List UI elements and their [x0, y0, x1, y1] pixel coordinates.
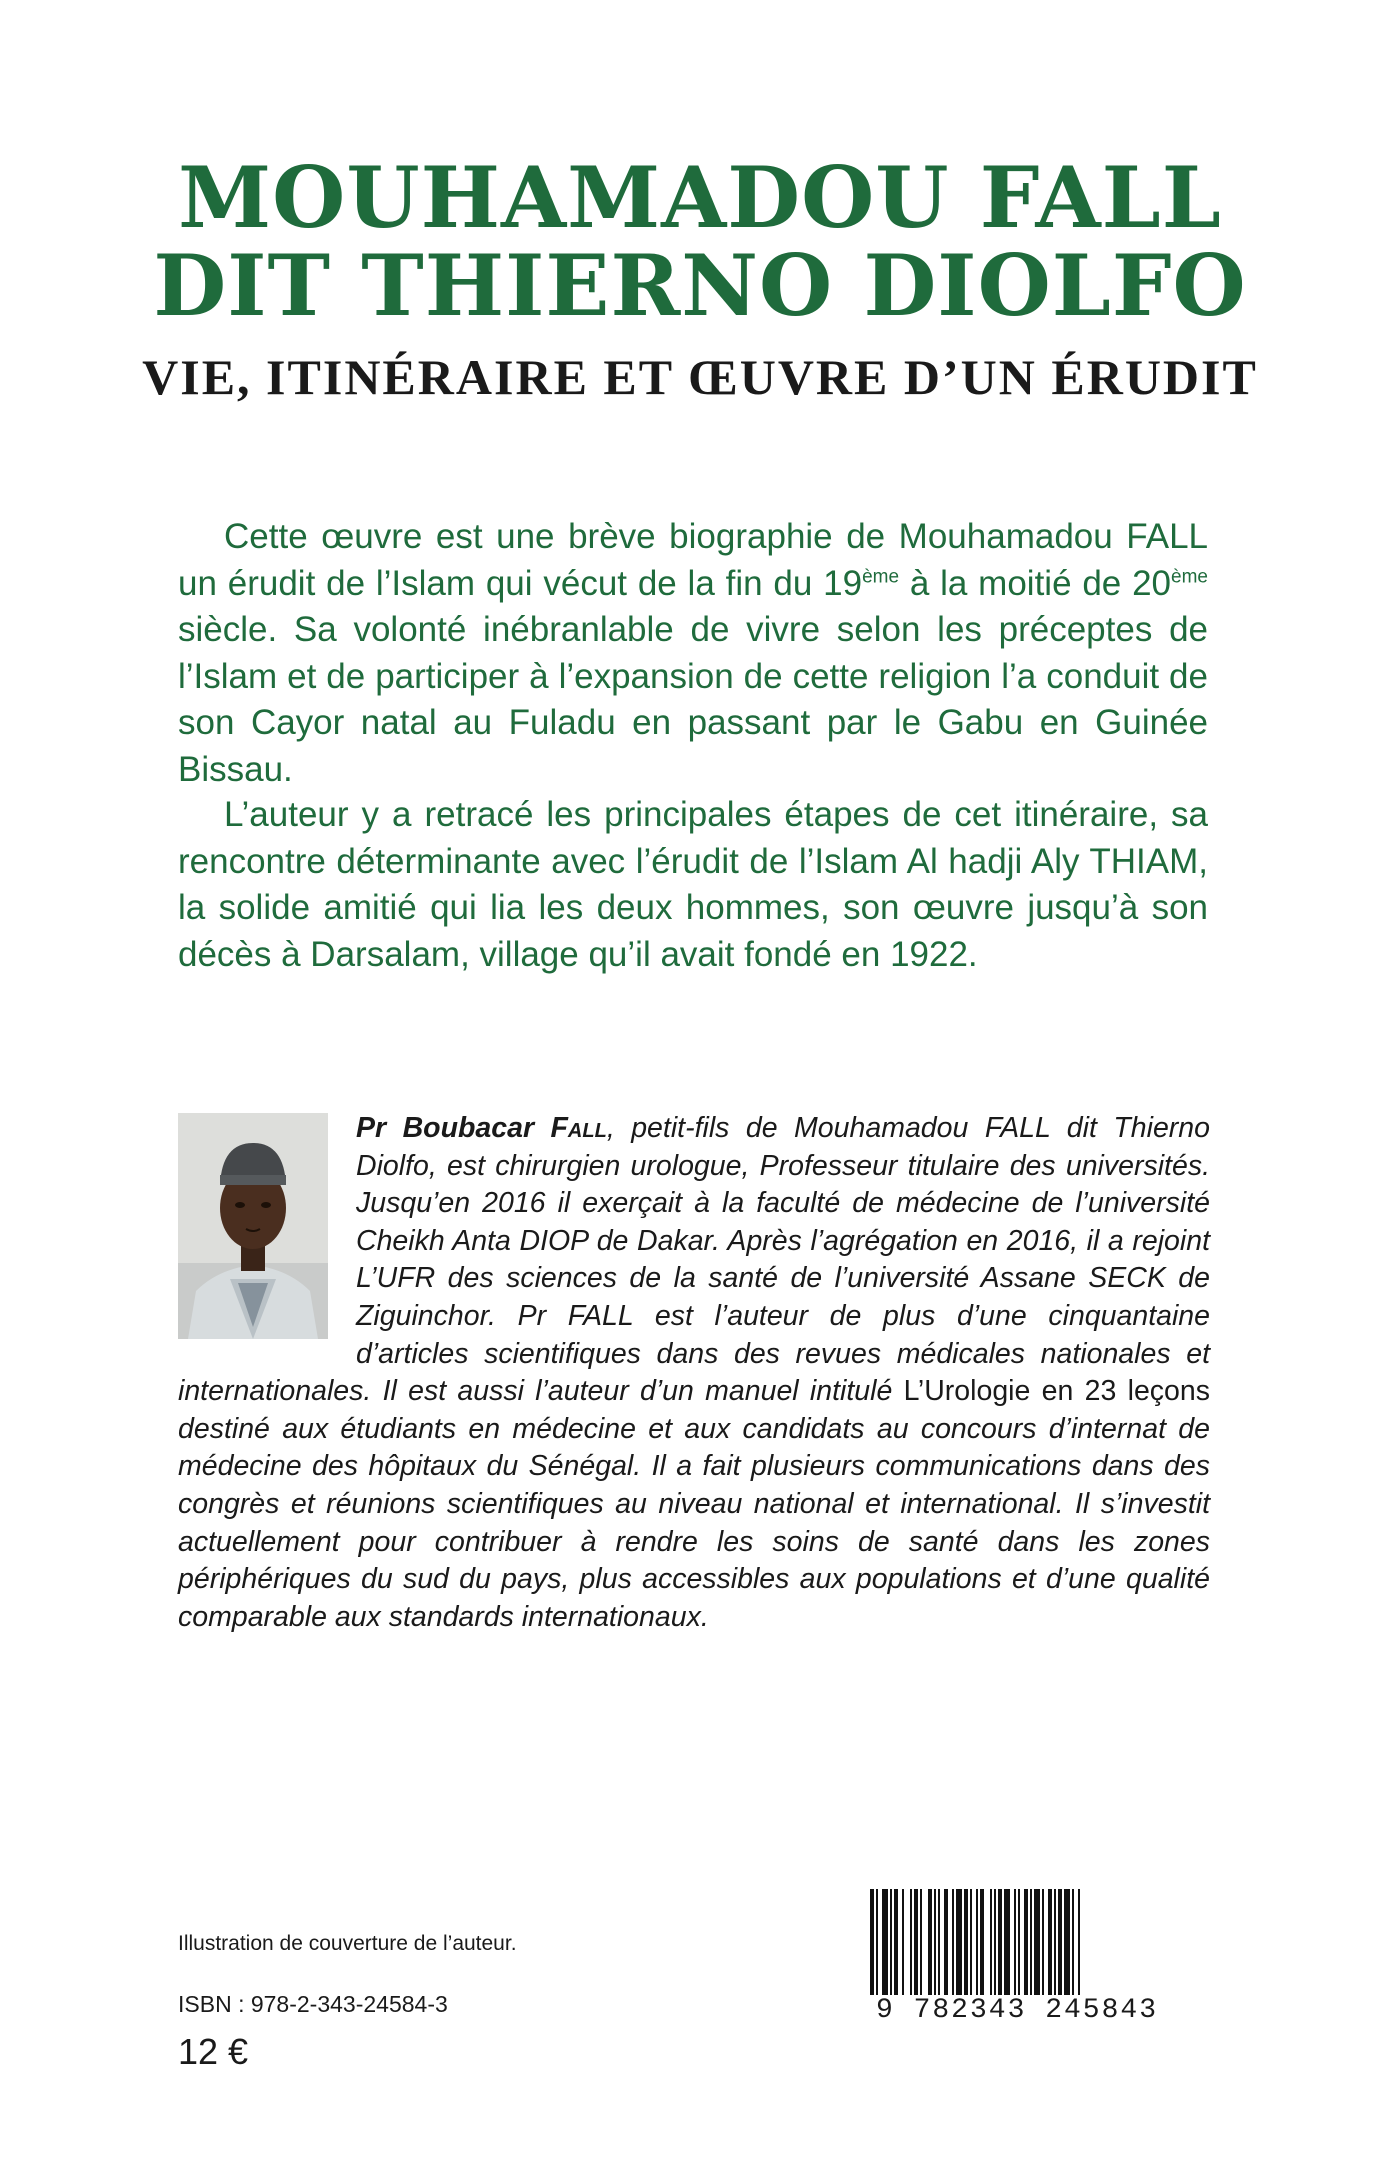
title-line-2: DIT THIERNO DIOLFO — [153, 236, 1247, 335]
author-biography — [178, 1110, 1210, 1636]
author-name-prefix: Pr Boubacar — [356, 1112, 551, 1144]
subtitle: VIE, ITINÉRAIRE ET ŒUVRE D’UN ÉRUDIT — [142, 349, 1258, 405]
author-bio-text-a: , petit-fils de Mouhamadou FALL dit Thierno Diolfo, est chirurgien urologue, Professeur titulaire des universités. Jusqu’en 2016 il exerçait à la faculté de médecine de l’université Cheikh Anta DIOP de Dakar. Après l’agrégation en 2016, il a rejoint L’UFR des sciences de la santé de l’université Assane SECK de Ziguinchor. Pr FALL est l’auteur de plus d’une cinquantaine d’articles scientifiques dans des revues médicales nationales et internationales. Il est aussi l’auteur d’un manuel intitulé — [178, 1112, 1211, 1408]
photo-spacer — [178, 1110, 356, 1336]
summary-p1-text-a: Cette œuvre est une brève biographie de Mouhamadou FALL un érudit de l’Islam qui vécut de la fin du 19 — [178, 517, 1208, 603]
isbn: ISBN : 978-2-343-24584-3 — [178, 1991, 448, 2017]
cover-credit: Illustration de couverture de l’auteur. — [178, 1932, 517, 1955]
author-name-surname: Fall — [550, 1112, 607, 1144]
price: 12 € — [178, 2031, 249, 2072]
superscript-eme-2: ème — [1171, 565, 1208, 587]
author-bio-text-b: destiné aux étudiants en médecine et aux candidats au concours d’internat de médecine des hôpitaux du Sénégal. Il a fait plusieurs communications dans des congrès et réunions scientifiques au niveau national et international. Il s’investit actuellement pour contribuer à rendre les soins de santé dans les zones périphériques du sud du pays, plus accessibles aux populations et d’une qualité comparable aux standards internationaux. — [178, 1412, 1210, 1633]
summary-p1-text-b: à la moitié de 20 — [899, 563, 1172, 603]
author-book-title: L’Urologie en 23 leçons — [903, 1375, 1210, 1408]
superscript-eme-1: ème — [862, 565, 900, 587]
summary-paragraph-2: L’auteur y a retracé les principales étapes de cet itinéraire, sa rencontre déterminante avec l’érudit de l’Islam Al hadji Aly THIAM, la solide amitié qui lia les deux hommes, son œuvre jusqu’à son décès à Darsalam, village qu’il avait fondé en 1922. — [178, 795, 1208, 974]
title-line-1: MOUHAMADOU FALL — [178, 148, 1222, 247]
barcode-bars-icon — [862, 1889, 1172, 1999]
barcode-digits: 9 782343 245843 — [862, 1995, 1172, 2026]
summary-paragraph-1 — [178, 514, 1208, 793]
summary-p1-text-c: siècle. Sa volonté inébranlable de vivre selon les préceptes de l’Islam et de participer à l’expansion de cette religion l’a conduit de son Cayor natal au Fuladu en passant par le Gabu en Guinée Bissau. — [178, 610, 1208, 789]
